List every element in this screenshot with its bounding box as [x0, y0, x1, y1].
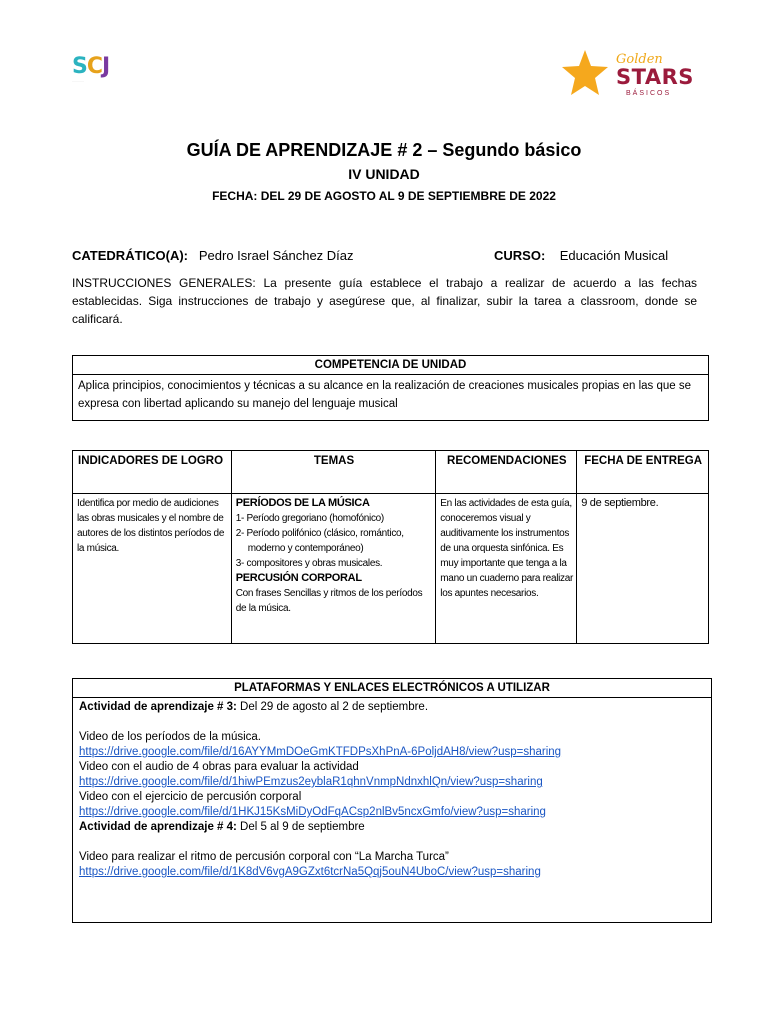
video-4-link[interactable]: https://drive.google.com/file/d/1K8dV6vgA9GZxt6tcrNa5Qqj5ouN4UboC/view?usp=sharing — [79, 866, 541, 878]
platforms-content — [73, 698, 712, 923]
indicators-table — [72, 450, 709, 644]
video-2-text: Video con el audio de 4 obras para evaluar la actividad — [79, 761, 359, 773]
video-3-link[interactable]: https://drive.google.com/file/d/1HKJ15KsMiDyOdFqACsp2nlBv5ncxGmfo/view?usp=sharing — [79, 806, 546, 818]
platforms-header: PLATAFORMAS Y ENLACES ELECTRÓNICOS A UTILIZAR — [73, 679, 712, 698]
course-line — [494, 248, 668, 263]
header-indicadores: INDICADORES DE LOGRO — [73, 451, 232, 494]
temas-item-2: 2- Período polifónico (clásico, romántico, — [235, 528, 404, 539]
date-range: FECHA: DEL 29 DE AGOSTO AL 9 DE SEPTIEMBRE DE 2022 — [212, 189, 556, 203]
teacher-label: CATEDRÁTICO(A): — [72, 248, 189, 263]
indicador-cell: Identifica por medio de audiciones las obras musicales y el nombre de autores de los distintos períodos de la música. — [73, 494, 232, 644]
video-1-link[interactable]: https://drive.google.com/file/d/16AYYMmDOeGmKTFDPsXhPnA-6PoljdAH8/view?usp=sharing — [79, 746, 562, 758]
temas-heading-periodos: PERÍODOS DE LA MÚSICA — [235, 497, 370, 509]
school-logo — [72, 55, 118, 89]
school-logo-tagline: ············ — [72, 79, 84, 83]
competencia-text: Aplica principios, conocimientos y técnicas a su alcance en la realización de creaciones musicales propias en las que se expresa con libertad aplicando su manejo del lenguaje musical — [73, 375, 709, 421]
course-name: Educación Musical — [559, 248, 669, 263]
header-temas: TEMAS — [231, 451, 436, 494]
header-recomendaciones: RECOMENDACIONES — [436, 451, 577, 494]
activity-4-label: Actividad de aprendizaje # 4: — [79, 821, 237, 833]
course-label: CURSO: — [494, 248, 546, 263]
fecha-entrega-cell: 9 de septiembre. — [577, 494, 709, 644]
recomendaciones-cell: En las actividades de esta guía, conoceremos visual y auditivamente los instrumentos de una orquesta sinfónica. Es muy importante que tenga a la mano un cuaderno para realizar los apuntes necesarios. — [436, 494, 577, 644]
temas-heading-percusion: PERCUSIÓN CORPORAL — [235, 572, 362, 584]
temas-item-2b: moderno y contemporáneo) — [247, 543, 364, 554]
teacher-line — [72, 248, 354, 263]
competencia-header: COMPETENCIA DE UNIDAD — [73, 356, 709, 375]
temas-item-3: 3- compositores y obras musicales. — [235, 558, 383, 569]
video-3-text: Video con el ejercicio de percusión corporal — [79, 791, 302, 803]
logo-golden-text: Golden — [616, 52, 663, 67]
activity-3-dates: Del 29 de agosto al 2 de septiembre. — [236, 701, 429, 713]
teacher-name: Pedro Israel Sánchez Díaz — [198, 248, 354, 263]
star-icon — [560, 48, 610, 98]
video-2-link[interactable]: https://drive.google.com/file/d/1hiwPEmzus2eyblaR1qhnVnmpNdnxhlQn/view?usp=sharing — [79, 776, 543, 788]
unit-title: IV UNIDAD — [348, 166, 420, 182]
header-fecha-entrega: FECHA DE ENTREGA — [577, 451, 709, 494]
golden-stars-logo — [560, 48, 700, 106]
instructions-label: INSTRUCCIONES GENERALES: — [72, 276, 256, 290]
instructions-text: La presente guía establece el trabajo a realizar de acuerdo a las fechas establecidas. Siga instrucciones de trabajo y asegúrese que, al finalizar, subir la tarea a classroom, donde se calificará. — [72, 276, 698, 326]
activity-4-dates: Del 5 al 9 de septiembre — [236, 821, 365, 833]
video-1-text: Video de los períodos de la música. — [79, 731, 261, 743]
activity-3-label: Actividad de aprendizaje # 3: — [79, 701, 237, 713]
competencia-table — [72, 355, 709, 421]
general-instructions — [72, 274, 697, 328]
temas-item-1: 1- Período gregoriano (homofónico) — [235, 513, 384, 524]
temas-percusion-text: Con frases Sencillas y ritmos de los períodos de la música. — [235, 588, 423, 614]
logo-basicos-text: BÁSICOS — [626, 90, 672, 97]
logo-stars-text: STARS — [616, 65, 694, 89]
temas-cell — [231, 494, 436, 644]
page-title: GUÍA DE APRENDIZAJE # 2 – Segundo básico — [186, 140, 582, 160]
platforms-table — [72, 678, 712, 923]
video-4-text: Video para realizar el ritmo de percusión corporal con “La Marcha Turca” — [79, 851, 449, 863]
school-logo-letters: SCJ — [72, 54, 110, 79]
